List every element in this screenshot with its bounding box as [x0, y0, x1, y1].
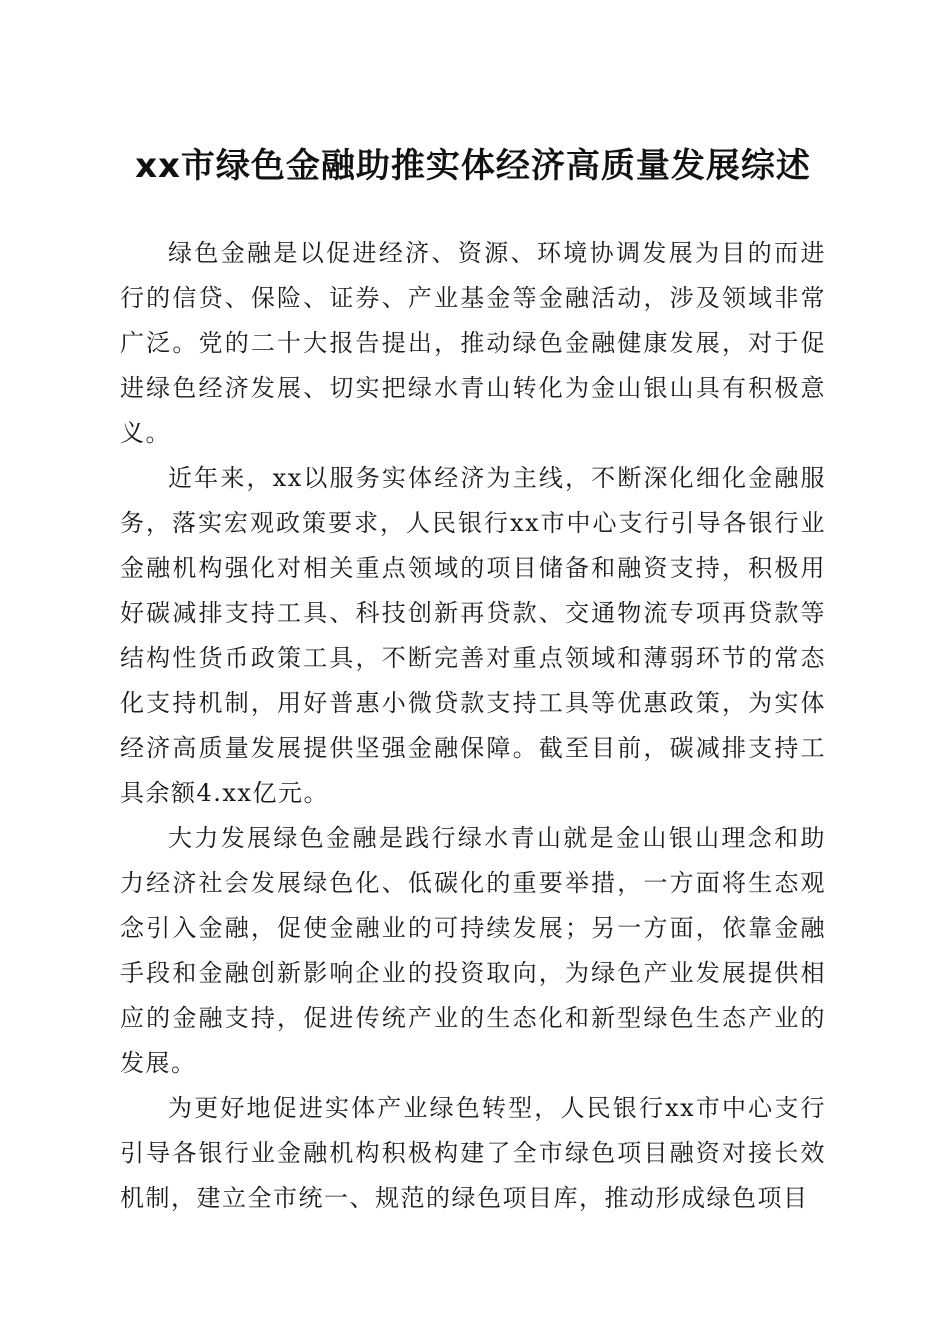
paragraph-2: 近年来，xx以服务实体经济为主线，不断深化细化金融服务，落实宏观政策要求，人民银行xx市中心支行引导各银行业金融机构强化对相关重点领域的项目储备和融资支持，积极用好碳减排支持工具、科技创新再贷款、交通物流专项再贷款等结构性货币政策工具，不断完善对重点领域和薄弱环节的常态化支持机制，用好普惠小微贷款支持工具等优惠政策，为实体经济高质量发展提供坚强金融保障。截至目前，碳减排支持工具余额4.xx亿元。	[120, 464, 826, 807]
paragraph-3: 大力发展绿色金融是践行绿水青山就是金山银山理念和助力经济社会发展绿色化、低碳化的重要举措，一方面将生态观念引入金融，促使金融业的可持续发展；另一方面，依靠金融手段和金融创新影响企业的投资取向，为绿色产业发展提供相应的金融支持，促进传统产业的生态化和新型绿色生态产业的发展。	[120, 824, 826, 1077]
document-body	[120, 231, 826, 1221]
document-title: xx市绿色金融助推实体经济高质量发展综述	[135, 146, 811, 186]
paragraph-1: 绿色金融是以促进经济、资源、环境协调发展为目的而进行的信贷、保险、证券、产业基金等金融活动，涉及领域非常广泛。党的二十大报告提出，推动绿色金融健康发展，对于促进绿色经济发展、切实把绿水青山转化为金山银山具有积极意义。	[120, 239, 826, 447]
paragraph-4: 为更好地促进实体产业绿色转型，人民银行xx市中心支行引导各银行业金融机构积极构建了全市绿色项目融资对接长效机制，建立全市统一、规范的绿色项目库，推动形成绿色项目	[120, 1094, 826, 1212]
